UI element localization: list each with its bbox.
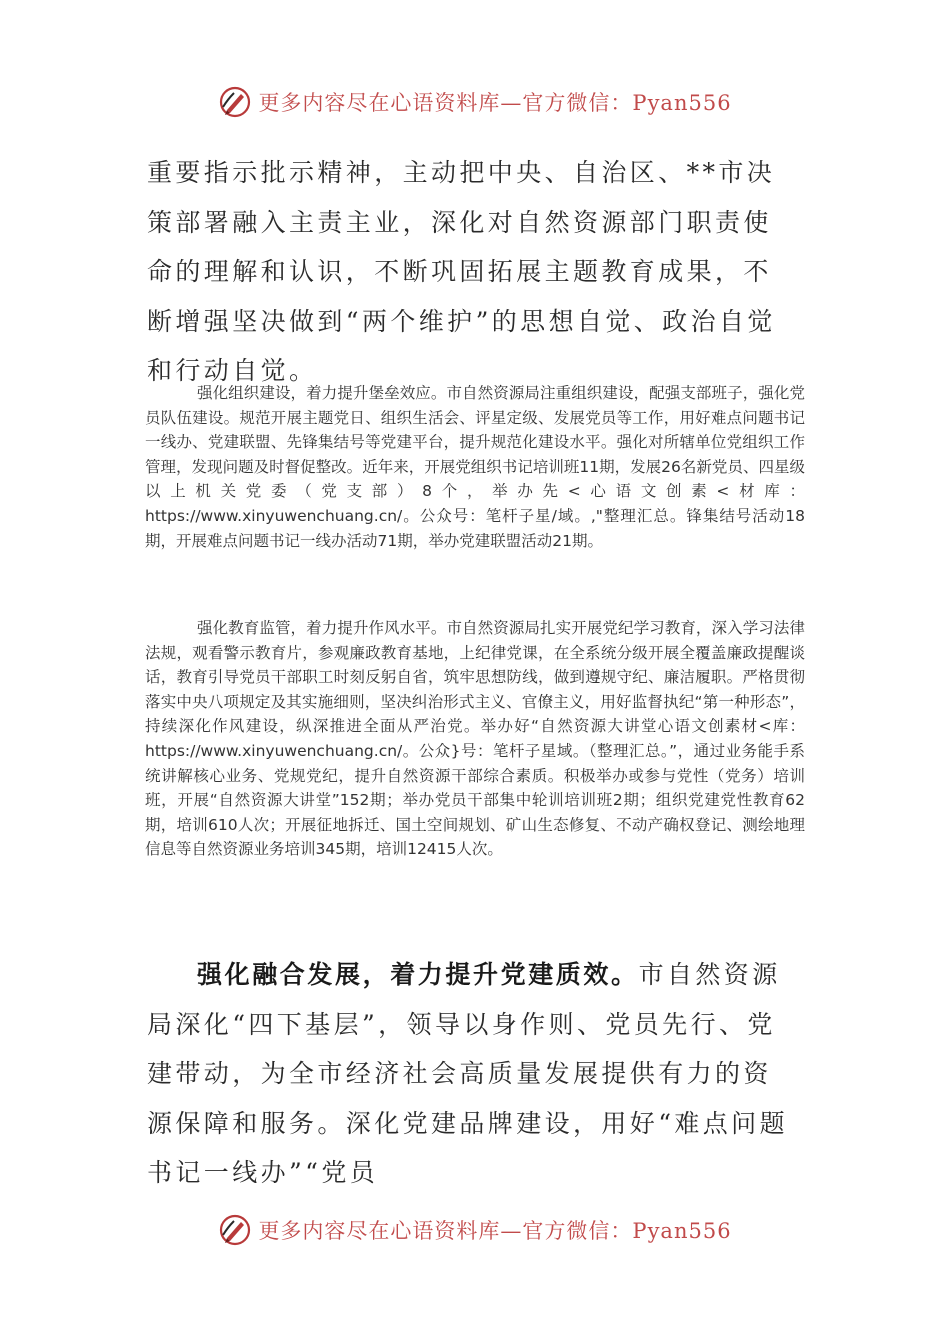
header-banner — [0, 82, 950, 122]
paragraph-4-lead: 强化融合发展，着力提升党建质效。 — [197, 960, 639, 989]
body-paragraph-4 — [147, 950, 797, 1198]
footer-banner — [0, 1210, 950, 1250]
body-paragraph-1 — [147, 148, 797, 396]
paragraph-4-body: 市自然资源局深化“四下基层”，领导以身作则、党员先行、党建带动，为全市经济社会高质量发展提供有力的资源保障和服务。深化党建品牌建设，用好“难点问题书记一线办”“党员 — [147, 960, 788, 1187]
paragraph-2-text: 强化组织建设，着力提升堡垒效应。市自然资源局注重组织建设，配强支部班子，强化党员队伍建设。规范开展主题党日、组织生活会、评星定级、发展党员等工作，用好难点问题书记一线办、党建联盟、先锋集结号等党建平台，提升规范化建设水平。强化对所辖单位党组织工作管理，发现问题及时督促整改。近年来，开展党组织书记培训班11期，发展26名新党员、四星级以上机关党委（党支部）8个，举办先<心语文创素<材库：https://www.xinyuwenchuang.cn/。公众号：笔杆子星/域。,"整理汇总。锋集结号活动18期，开展难点问题书记一线办活动71期，举办党建联盟活动21期。 — [145, 384, 805, 550]
footer-banner-text: 更多内容尽在心语资料库—官方微信：Pyan556 — [258, 1219, 732, 1243]
pen-logo-icon — [218, 85, 252, 119]
header-banner-text: 更多内容尽在心语资料库—官方微信：Pyan556 — [258, 91, 732, 115]
pen-logo-icon — [218, 1213, 252, 1247]
paragraph-3-text: 强化教育监管，着力提升作风水平。市自然资源局扎实开展党纪学习教育，深入学习法律法规，观看警示教育片，参观廉政教育基地，上纪律党课，在全系统分级开展全覆盖廉政提醒谈话，教育引导党员干部职工时刻反躬自省，筑牢思想防线，做到遵规守纪、廉洁履职。严格贯彻落实中央八项规定及其实施细则，坚决纠治形式主义、官僚主义，用好监督执纪“第一种形态”，持续深化作风建设，纵深推进全面从严治党。举办好“自然资源大讲堂心语文创素材<库：https://www.xinyuwenchuang.cn/。公众}号：笔杆子星域。（整理汇总。”，通过业务能手系统讲解核心业务、党规党纪，提升自然资源干部综合素质。积极举办或参与党性（党务）培训班，开展“自然资源大讲堂”152期；举办党员干部集中轮训培训班2期；组织党建党性教育62期，培训610人次；开展征地拆迁、国土空间规划、矿山生态修复、不动产确权登记、测绘地理信息等自然资源业务培训345期，培训12415人次。 — [145, 619, 805, 859]
body-paragraph-3 — [145, 616, 805, 862]
paragraph-1-text: 重要指示批示精神，主动把中央、自治区、**市决策部署融入主责主业，深化对自然资源部门职责使命的理解和认识，不断巩固拓展主题教育成果，不断增强坚决做到“两个维护”的思想自觉、政治自觉和行动自觉。 — [147, 158, 776, 385]
paragraph-4 — [147, 950, 797, 1198]
body-paragraph-2 — [145, 381, 805, 553]
